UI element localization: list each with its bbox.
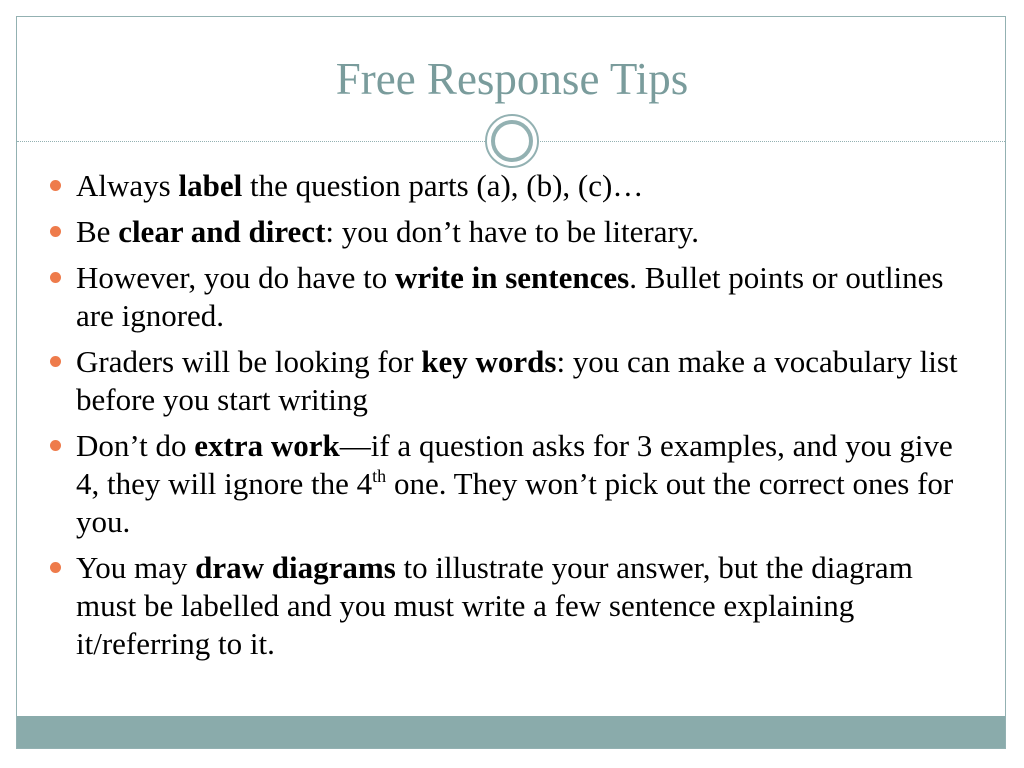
bullet-text-pre: Always <box>76 168 179 203</box>
bullet-text-bold: clear and direct <box>118 214 326 249</box>
bullet-text-bold: label <box>178 168 243 203</box>
circle-ornament-inner <box>491 120 533 162</box>
bullet-list <box>48 167 978 671</box>
circle-ornament-icon <box>485 114 539 168</box>
bullet-text-pre: Don’t do <box>76 428 195 463</box>
bullet-text-bold: draw diagrams <box>195 550 396 585</box>
bullet-dot-icon <box>50 562 61 573</box>
bullet-text-post: the question parts (a), (b), (c)… <box>242 168 644 203</box>
bullet-dot-icon <box>50 356 61 367</box>
bullet-item-draw-diagrams <box>48 549 978 663</box>
bullet-text-pre: Be <box>76 214 119 249</box>
bullet-text-pre: Graders will be looking for <box>76 344 422 379</box>
slide-title: Free Response Tips <box>335 54 689 104</box>
bullet-item-key-words <box>48 343 978 419</box>
bullet-item-write-in-sentences <box>48 259 978 335</box>
bullet-dot-icon <box>50 226 61 237</box>
bullet-text-bold: key words <box>421 344 557 379</box>
bullet-dot-icon <box>50 180 61 191</box>
bullet-item-clear-and-direct <box>48 213 978 251</box>
footer-bar <box>17 716 1005 748</box>
bullet-text-pre: You may <box>76 550 196 585</box>
bullet-dot-icon <box>50 440 61 451</box>
bullet-text-bold: write in sentences <box>395 260 630 295</box>
bullet-item-label <box>48 167 978 205</box>
bullet-text-post: —if a question asks for 3 examples, and you give 4, they will ignore the 4 <box>76 428 953 501</box>
bullet-text-post: to illustrate your answer, but the diagram must be labelled and you must write a few sentence explaining it/referring to it. <box>76 550 913 661</box>
bullet-text-post: : you can make a vocabulary list before you start writing <box>76 344 958 417</box>
bullet-item-extra-work <box>48 427 978 541</box>
bullet-text-pre: However, you do have to <box>76 260 396 295</box>
bullet-text-superscript: th <box>372 466 387 486</box>
bullet-text-post: : you don’t have to be literary. <box>325 214 700 249</box>
bullet-dot-icon <box>50 272 61 283</box>
bullet-text-post: . Bullet points or outlines are ignored. <box>76 260 944 333</box>
bullet-text-bold: extra work <box>194 428 340 463</box>
bullet-text-post-2: one. They won’t pick out the correct ones for you. <box>76 466 954 539</box>
